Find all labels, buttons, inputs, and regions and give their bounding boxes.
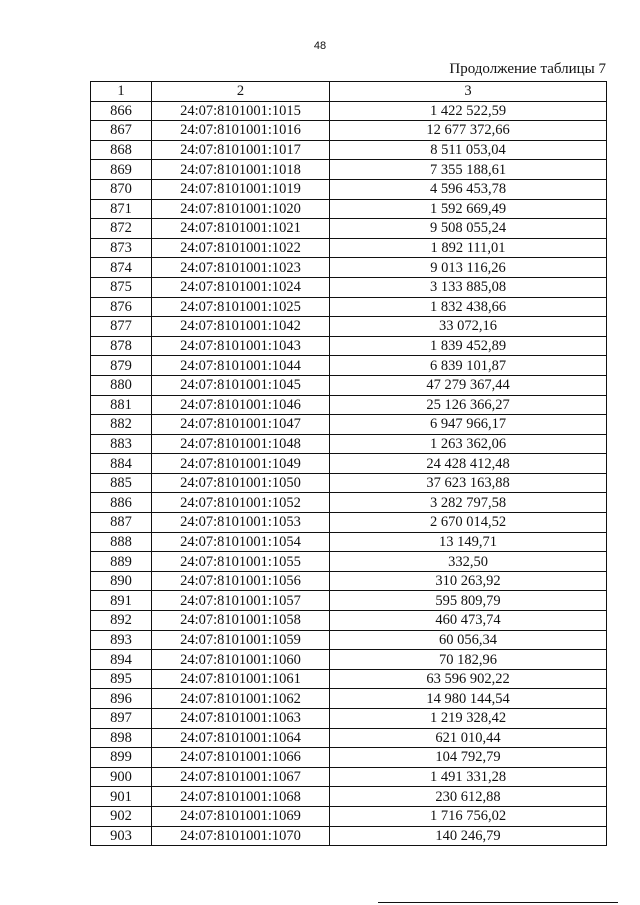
cadastral-number-cell: 24:07:8101001:1042 xyxy=(152,317,330,337)
value-cell: 70 182,96 xyxy=(330,650,607,670)
row-number-cell: 900 xyxy=(91,767,152,787)
value-cell: 7 355 188,61 xyxy=(330,160,607,180)
cadastral-number-cell: 24:07:8101001:1019 xyxy=(152,179,330,199)
table-row xyxy=(91,630,607,650)
value-cell: 310 263,92 xyxy=(330,571,607,591)
table-row xyxy=(91,395,607,415)
table-row xyxy=(91,375,607,395)
cadastral-number-cell: 24:07:8101001:1020 xyxy=(152,199,330,219)
table-row xyxy=(91,571,607,591)
table-row xyxy=(91,611,607,631)
row-number-cell: 901 xyxy=(91,787,152,807)
data-table xyxy=(90,81,607,846)
cadastral-number-cell: 24:07:8101001:1022 xyxy=(152,238,330,258)
value-cell: 25 126 366,27 xyxy=(330,395,607,415)
cadastral-number-cell: 24:07:8101001:1049 xyxy=(152,454,330,474)
value-cell: 6 839 101,87 xyxy=(330,356,607,376)
table-row xyxy=(91,709,607,729)
row-number-cell: 885 xyxy=(91,473,152,493)
table-row xyxy=(91,415,607,435)
value-cell: 230 612,88 xyxy=(330,787,607,807)
row-number-cell: 889 xyxy=(91,552,152,572)
cadastral-number-cell: 24:07:8101001:1023 xyxy=(152,258,330,278)
value-cell: 1 219 328,42 xyxy=(330,709,607,729)
table-row xyxy=(91,513,607,533)
value-cell: 4 596 453,78 xyxy=(330,179,607,199)
table-row xyxy=(91,101,607,121)
cadastral-number-cell: 24:07:8101001:1015 xyxy=(152,101,330,121)
cadastral-number-cell: 24:07:8101001:1025 xyxy=(152,297,330,317)
row-number-cell: 896 xyxy=(91,689,152,709)
row-number-cell: 880 xyxy=(91,375,152,395)
row-number-cell: 890 xyxy=(91,571,152,591)
cadastral-number-cell: 24:07:8101001:1021 xyxy=(152,219,330,239)
table-row xyxy=(91,787,607,807)
footer-rule xyxy=(378,902,618,903)
value-cell: 3 133 885,08 xyxy=(330,277,607,297)
cadastral-number-cell: 24:07:8101001:1060 xyxy=(152,650,330,670)
value-cell: 6 947 966,17 xyxy=(330,415,607,435)
table-row xyxy=(91,806,607,826)
row-number-cell: 898 xyxy=(91,728,152,748)
row-number-cell: 879 xyxy=(91,356,152,376)
cadastral-number-cell: 24:07:8101001:1068 xyxy=(152,787,330,807)
table-row xyxy=(91,454,607,474)
table-row xyxy=(91,650,607,670)
cadastral-number-cell: 24:07:8101001:1066 xyxy=(152,748,330,768)
cadastral-number-cell: 24:07:8101001:1050 xyxy=(152,473,330,493)
table-row xyxy=(91,493,607,513)
row-number-cell: 866 xyxy=(91,101,152,121)
row-number-cell: 867 xyxy=(91,121,152,141)
row-number-cell: 887 xyxy=(91,513,152,533)
cadastral-number-cell: 24:07:8101001:1052 xyxy=(152,493,330,513)
table-row xyxy=(91,591,607,611)
value-cell: 1 892 111,01 xyxy=(330,238,607,258)
cadastral-number-cell: 24:07:8101001:1053 xyxy=(152,513,330,533)
row-number-cell: 899 xyxy=(91,748,152,768)
table-row xyxy=(91,160,607,180)
value-cell: 140 246,79 xyxy=(330,826,607,846)
table-row xyxy=(91,532,607,552)
row-number-cell: 903 xyxy=(91,826,152,846)
value-cell: 60 056,34 xyxy=(330,630,607,650)
row-number-cell: 883 xyxy=(91,434,152,454)
table-row xyxy=(91,473,607,493)
row-number-cell: 893 xyxy=(91,630,152,650)
table-row xyxy=(91,669,607,689)
value-cell: 332,50 xyxy=(330,552,607,572)
row-number-cell: 894 xyxy=(91,650,152,670)
row-number-cell: 878 xyxy=(91,336,152,356)
value-cell: 24 428 412,48 xyxy=(330,454,607,474)
table-row xyxy=(91,767,607,787)
cadastral-number-cell: 24:07:8101001:1062 xyxy=(152,689,330,709)
table-row xyxy=(91,689,607,709)
row-number-cell: 884 xyxy=(91,454,152,474)
value-cell: 595 809,79 xyxy=(330,591,607,611)
row-number-cell: 897 xyxy=(91,709,152,729)
value-cell: 8 511 053,04 xyxy=(330,140,607,160)
row-number-cell: 882 xyxy=(91,415,152,435)
value-cell: 3 282 797,58 xyxy=(330,493,607,513)
cadastral-number-cell: 24:07:8101001:1044 xyxy=(152,356,330,376)
value-cell: 1 422 522,59 xyxy=(330,101,607,121)
row-number-cell: 902 xyxy=(91,806,152,826)
column-header: 1 xyxy=(91,82,152,102)
value-cell: 33 072,16 xyxy=(330,317,607,337)
cadastral-number-cell: 24:07:8101001:1069 xyxy=(152,806,330,826)
value-cell: 63 596 902,22 xyxy=(330,669,607,689)
table-caption: Продолжение таблицы 7 xyxy=(449,61,606,77)
table-row xyxy=(91,140,607,160)
table-row xyxy=(91,121,607,141)
table-row xyxy=(91,434,607,454)
cadastral-number-cell: 24:07:8101001:1063 xyxy=(152,709,330,729)
row-number-cell: 895 xyxy=(91,669,152,689)
table-row xyxy=(91,317,607,337)
table-row xyxy=(91,238,607,258)
cadastral-number-cell: 24:07:8101001:1055 xyxy=(152,552,330,572)
row-number-cell: 870 xyxy=(91,179,152,199)
cadastral-number-cell: 24:07:8101001:1045 xyxy=(152,375,330,395)
row-number-cell: 876 xyxy=(91,297,152,317)
table-row xyxy=(91,219,607,239)
row-number-cell: 886 xyxy=(91,493,152,513)
cadastral-number-cell: 24:07:8101001:1059 xyxy=(152,630,330,650)
table-row xyxy=(91,199,607,219)
value-cell: 460 473,74 xyxy=(330,611,607,631)
value-cell: 47 279 367,44 xyxy=(330,375,607,395)
value-cell: 1 491 331,28 xyxy=(330,767,607,787)
table-row xyxy=(91,336,607,356)
row-number-cell: 871 xyxy=(91,199,152,219)
table-row xyxy=(91,552,607,572)
row-number-cell: 873 xyxy=(91,238,152,258)
table-row xyxy=(91,728,607,748)
table-row xyxy=(91,748,607,768)
cadastral-number-cell: 24:07:8101001:1064 xyxy=(152,728,330,748)
row-number-cell: 877 xyxy=(91,317,152,337)
value-cell: 1 263 362,06 xyxy=(330,434,607,454)
table-row xyxy=(91,277,607,297)
row-number-cell: 891 xyxy=(91,591,152,611)
cadastral-number-cell: 24:07:8101001:1070 xyxy=(152,826,330,846)
cadastral-number-cell: 24:07:8101001:1054 xyxy=(152,532,330,552)
cadastral-number-cell: 24:07:8101001:1057 xyxy=(152,591,330,611)
value-cell: 14 980 144,54 xyxy=(330,689,607,709)
table-body xyxy=(91,101,607,846)
table-row xyxy=(91,297,607,317)
cadastral-number-cell: 24:07:8101001:1047 xyxy=(152,415,330,435)
row-number-cell: 874 xyxy=(91,258,152,278)
value-cell: 621 010,44 xyxy=(330,728,607,748)
cadastral-number-cell: 24:07:8101001:1058 xyxy=(152,611,330,631)
value-cell: 9 508 055,24 xyxy=(330,219,607,239)
cadastral-number-cell: 24:07:8101001:1016 xyxy=(152,121,330,141)
value-cell: 12 677 372,66 xyxy=(330,121,607,141)
cadastral-number-cell: 24:07:8101001:1043 xyxy=(152,336,330,356)
row-number-cell: 869 xyxy=(91,160,152,180)
cadastral-number-cell: 24:07:8101001:1017 xyxy=(152,140,330,160)
table-row xyxy=(91,179,607,199)
value-cell: 1 839 452,89 xyxy=(330,336,607,356)
value-cell: 2 670 014,52 xyxy=(330,513,607,533)
cadastral-number-cell: 24:07:8101001:1018 xyxy=(152,160,330,180)
value-cell: 37 623 163,88 xyxy=(330,473,607,493)
cadastral-number-cell: 24:07:8101001:1046 xyxy=(152,395,330,415)
row-number-cell: 872 xyxy=(91,219,152,239)
cadastral-number-cell: 24:07:8101001:1048 xyxy=(152,434,330,454)
value-cell: 13 149,71 xyxy=(330,532,607,552)
row-number-cell: 892 xyxy=(91,611,152,631)
value-cell: 9 013 116,26 xyxy=(330,258,607,278)
table-row xyxy=(91,356,607,376)
value-cell: 1 832 438,66 xyxy=(330,297,607,317)
column-header: 3 xyxy=(330,82,607,102)
row-number-cell: 868 xyxy=(91,140,152,160)
value-cell: 1 592 669,49 xyxy=(330,199,607,219)
page-number: 48 xyxy=(313,40,327,52)
table-row xyxy=(91,258,607,278)
table-header-row xyxy=(91,82,607,102)
row-number-cell: 881 xyxy=(91,395,152,415)
row-number-cell: 875 xyxy=(91,277,152,297)
value-cell: 104 792,79 xyxy=(330,748,607,768)
cadastral-number-cell: 24:07:8101001:1061 xyxy=(152,669,330,689)
column-header: 2 xyxy=(152,82,330,102)
row-number-cell: 888 xyxy=(91,532,152,552)
cadastral-number-cell: 24:07:8101001:1024 xyxy=(152,277,330,297)
table-row xyxy=(91,826,607,846)
value-cell: 1 716 756,02 xyxy=(330,806,607,826)
cadastral-number-cell: 24:07:8101001:1067 xyxy=(152,767,330,787)
cadastral-number-cell: 24:07:8101001:1056 xyxy=(152,571,330,591)
